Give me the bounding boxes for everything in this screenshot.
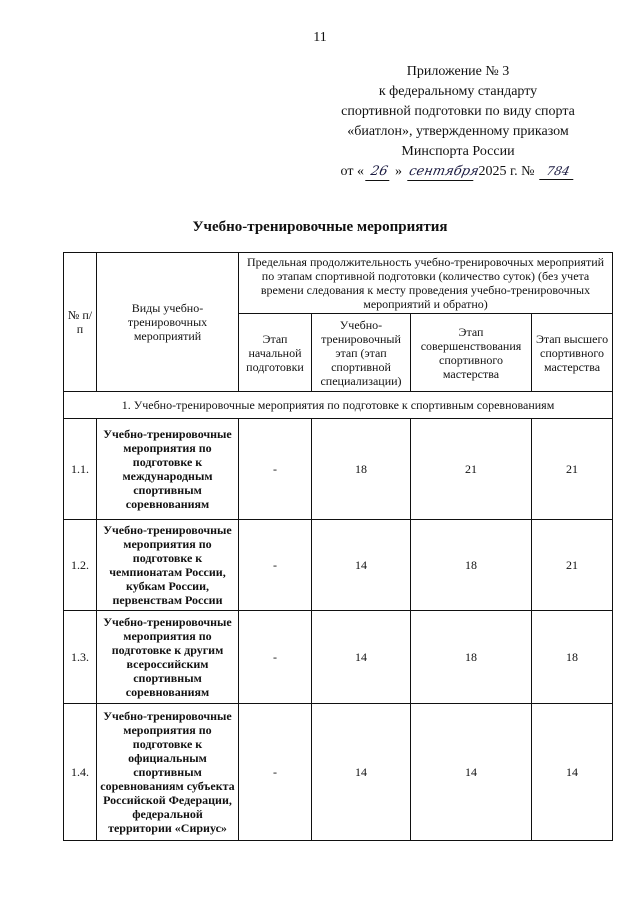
date-prefix: от « xyxy=(340,164,364,179)
value-stage-improvement: 18 xyxy=(411,611,532,704)
value-stage-improvement: 21 xyxy=(411,419,532,520)
order-date-line xyxy=(308,162,608,182)
value-stage-initial: - xyxy=(239,520,312,611)
handwritten-order-number: 784 xyxy=(540,163,578,180)
handwritten-day: 26 xyxy=(366,164,394,181)
table-header-row xyxy=(64,253,613,314)
appendix-line: Приложение № 3 xyxy=(406,64,510,79)
table-row xyxy=(64,611,613,704)
header-number: № п/п xyxy=(64,253,97,392)
appendix-block xyxy=(308,62,608,182)
value-stage-training: 18 xyxy=(312,419,411,520)
row-activity: Учебно-тренировочные мероприятия по подготовке к международным спортивным соревнованиям xyxy=(97,419,239,520)
row-number: 1.1. xyxy=(64,419,97,520)
value-stage-higher: 21 xyxy=(532,520,613,611)
value-stage-training: 14 xyxy=(312,704,411,841)
year-text: 2025 г. № xyxy=(478,164,535,179)
value-stage-higher: 21 xyxy=(532,419,613,520)
row-number: 1.3. xyxy=(64,611,97,704)
header-activity-type: Виды учебно-тренировочных мероприятий xyxy=(97,253,239,392)
document-title: Учебно-тренировочные мероприятия xyxy=(192,219,448,235)
value-stage-improvement: 14 xyxy=(411,704,532,841)
value-stage-training: 14 xyxy=(312,520,411,611)
handwritten-month: сентября xyxy=(407,164,481,179)
row-activity: Учебно-тренировочные мероприятия по подготовке к чемпионатам России, кубкам России, первенствам России xyxy=(97,520,239,611)
training-events-table xyxy=(63,252,613,841)
appendix-line: к федеральному стандарту xyxy=(378,84,538,99)
appendix-line: спортивной подготовки по виду спорта xyxy=(341,104,575,119)
header-stage-training: Учебно-тренировочный этап (этап спортивной специализации) xyxy=(312,314,411,392)
header-stage-initial: Этап начальной подготовки xyxy=(239,314,312,392)
table-row xyxy=(64,419,613,520)
header-stage-improvement: Этап совершенствования спортивного мастерства xyxy=(411,314,532,392)
table-row xyxy=(64,520,613,611)
value-stage-higher: 18 xyxy=(532,611,613,704)
header-duration-group: Предельная продолжительность учебно-тренировочных мероприятий по этапам спортивной подготовки (количество суток) (без учета времени следования к месту проведения учебно-тренировочных мероприятий и обратно) xyxy=(239,253,613,314)
appendix-line: Минспорта России xyxy=(401,144,515,159)
header-stage-higher: Этап высшего спортивного мастерства xyxy=(532,314,613,392)
value-stage-improvement: 18 xyxy=(411,520,532,611)
value-stage-initial: - xyxy=(239,704,312,841)
row-number: 1.4. xyxy=(64,704,97,841)
table-row xyxy=(64,704,613,841)
value-stage-initial: - xyxy=(239,419,312,520)
value-stage-training: 14 xyxy=(312,611,411,704)
row-number: 1.2. xyxy=(64,520,97,611)
section-row xyxy=(64,392,613,419)
page-number: 11 xyxy=(313,30,327,45)
appendix-line: «биатлон», утвержденному приказом xyxy=(347,124,569,139)
row-activity: Учебно-тренировочные мероприятия по подготовке к официальным спортивным соревнованиям субъекта Российской Федерации, федеральной территории «Сириус» xyxy=(97,704,239,841)
row-activity: Учебно-тренировочные мероприятия по подготовке к другим всероссийским спортивным соревнованиям xyxy=(97,611,239,704)
value-stage-higher: 14 xyxy=(532,704,613,841)
section-title: 1. Учебно-тренировочные мероприятия по подготовке к спортивным соревнованиям xyxy=(64,392,613,419)
value-stage-initial: - xyxy=(239,611,312,704)
date-mid: » xyxy=(394,164,402,179)
